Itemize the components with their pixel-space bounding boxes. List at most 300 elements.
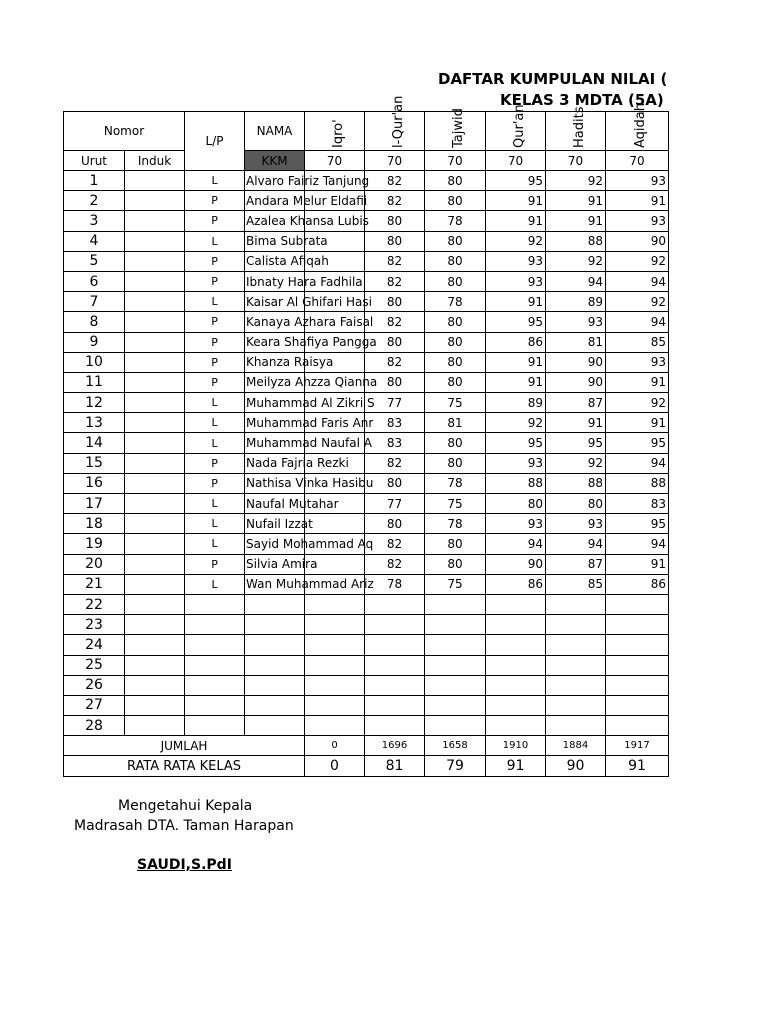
score-cell xyxy=(365,695,425,715)
score-cell: 94 xyxy=(606,271,669,291)
gender-cell: L xyxy=(185,534,245,554)
footer-line1: Mengetahui Kepala xyxy=(118,798,253,814)
gender-cell: P xyxy=(185,473,245,493)
score-cell xyxy=(425,635,486,655)
table-row xyxy=(64,292,669,312)
score-cell: 82 xyxy=(365,312,425,332)
jumlah-value: 1696 xyxy=(365,736,425,756)
score-cell: 80 xyxy=(425,453,486,473)
score-cell: 93 xyxy=(486,514,546,534)
row-number: 6 xyxy=(64,271,125,291)
table-row xyxy=(64,171,669,191)
gender-cell: P xyxy=(185,211,245,231)
row-number: 20 xyxy=(64,554,125,574)
score-cell: 91 xyxy=(546,191,606,211)
row-number: 15 xyxy=(64,453,125,473)
score-cell xyxy=(305,514,365,534)
score-cell: 77 xyxy=(365,393,425,413)
row-number: 26 xyxy=(64,675,125,695)
student-name xyxy=(245,716,305,736)
score-cell: 82 xyxy=(365,271,425,291)
induk-cell xyxy=(125,191,185,211)
score-cell: 92 xyxy=(606,393,669,413)
score-cell: 87 xyxy=(546,393,606,413)
row-number: 23 xyxy=(64,615,125,635)
induk-cell xyxy=(125,211,185,231)
score-cell: 91 xyxy=(486,211,546,231)
score-cell: 94 xyxy=(606,453,669,473)
score-cell: 81 xyxy=(546,332,606,352)
score-cell: 80 xyxy=(425,171,486,191)
score-cell: 80 xyxy=(365,332,425,352)
row-number: 9 xyxy=(64,332,125,352)
score-cell xyxy=(486,716,546,736)
table-row xyxy=(64,453,669,473)
score-cell: 83 xyxy=(365,433,425,453)
gender-cell: L xyxy=(185,514,245,534)
table-row xyxy=(64,332,669,352)
student-name: Sayid Mohammad Aq xyxy=(245,534,305,554)
score-cell xyxy=(486,594,546,614)
gender-cell: P xyxy=(185,372,245,392)
score-cell: 92 xyxy=(546,251,606,271)
score-cell xyxy=(546,635,606,655)
induk-cell xyxy=(125,554,185,574)
score-cell: 94 xyxy=(606,534,669,554)
header-lp: L/P xyxy=(185,112,245,171)
score-cell: 93 xyxy=(606,211,669,231)
row-number: 10 xyxy=(64,352,125,372)
footer-line2: Madrasah DTA. Taman Harapan xyxy=(74,818,294,834)
gender-cell xyxy=(185,695,245,715)
score-cell: 80 xyxy=(425,433,486,453)
gender-cell xyxy=(185,716,245,736)
induk-cell xyxy=(125,453,185,473)
row-number: 4 xyxy=(64,231,125,251)
score-cell: 93 xyxy=(546,312,606,332)
score-cell: 90 xyxy=(606,231,669,251)
row-number: 8 xyxy=(64,312,125,332)
induk-cell xyxy=(125,615,185,635)
score-cell: 80 xyxy=(425,191,486,211)
score-cell: 93 xyxy=(486,271,546,291)
induk-cell xyxy=(125,534,185,554)
score-cell: 80 xyxy=(365,514,425,534)
induk-cell xyxy=(125,231,185,251)
gender-cell: L xyxy=(185,393,245,413)
score-cell: 81 xyxy=(425,413,486,433)
score-cell xyxy=(606,594,669,614)
header-subject-hadits: Hadits xyxy=(546,112,606,151)
jumlah-value: 1910 xyxy=(486,736,546,756)
induk-cell xyxy=(125,594,185,614)
score-cell xyxy=(606,716,669,736)
score-cell xyxy=(425,716,486,736)
table-row xyxy=(64,494,669,514)
header-subject-quran: Qur'an xyxy=(486,112,546,151)
score-cell: 92 xyxy=(606,251,669,271)
score-cell: 86 xyxy=(486,574,546,594)
score-cell: 88 xyxy=(606,473,669,493)
gender-cell: L xyxy=(185,494,245,514)
score-cell xyxy=(425,615,486,635)
score-cell xyxy=(365,635,425,655)
induk-cell xyxy=(125,393,185,413)
gender-cell: L xyxy=(185,413,245,433)
student-name: Nathisa Vinka Hasibu xyxy=(245,473,305,493)
gender-cell xyxy=(185,675,245,695)
table-row xyxy=(64,635,669,655)
score-cell: 89 xyxy=(486,393,546,413)
score-cell: 91 xyxy=(546,211,606,231)
induk-cell xyxy=(125,675,185,695)
row-number: 22 xyxy=(64,594,125,614)
score-cell: 80 xyxy=(425,231,486,251)
score-cell: 82 xyxy=(365,352,425,372)
document-title: DAFTAR KUMPULAN NILAI ( xyxy=(438,70,668,88)
score-cell: 83 xyxy=(365,413,425,433)
signature-name: SAUDI,S.PdI xyxy=(137,857,232,873)
score-cell: 80 xyxy=(365,231,425,251)
score-cell: 91 xyxy=(486,352,546,372)
header-subject-tajwid: Tajwid xyxy=(425,112,486,151)
induk-cell xyxy=(125,514,185,534)
score-cell xyxy=(486,615,546,635)
table-row xyxy=(64,695,669,715)
score-cell: 92 xyxy=(486,231,546,251)
jumlah-label: JUMLAH xyxy=(64,736,305,756)
table-row xyxy=(64,655,669,675)
rata-value: 79 xyxy=(425,756,486,776)
header-kkm: KKM xyxy=(245,151,305,171)
score-cell xyxy=(305,695,365,715)
score-cell: 93 xyxy=(486,453,546,473)
score-cell: 78 xyxy=(425,292,486,312)
student-name: Bima Subrata xyxy=(245,231,305,251)
score-cell xyxy=(486,635,546,655)
document-subtitle: KELAS 3 MDTA (5A) xyxy=(500,91,664,109)
kkm-value: 70 xyxy=(606,151,669,171)
rata-value: 81 xyxy=(365,756,425,776)
score-cell: 82 xyxy=(365,191,425,211)
score-cell xyxy=(305,635,365,655)
score-cell: 93 xyxy=(606,171,669,191)
gender-cell: L xyxy=(185,433,245,453)
score-cell: 90 xyxy=(546,372,606,392)
student-name: Wan Muhammad Ariz xyxy=(245,574,305,594)
kkm-value: 70 xyxy=(305,151,365,171)
table-row xyxy=(64,574,669,594)
score-cell: 95 xyxy=(606,514,669,534)
induk-cell xyxy=(125,473,185,493)
score-cell xyxy=(486,655,546,675)
induk-cell xyxy=(125,352,185,372)
table-row xyxy=(64,372,669,392)
kkm-value: 70 xyxy=(425,151,486,171)
score-cell: 91 xyxy=(486,292,546,312)
score-cell: 93 xyxy=(546,514,606,534)
row-number: 19 xyxy=(64,534,125,554)
table-row xyxy=(64,191,669,211)
row-number: 12 xyxy=(64,393,125,413)
score-cell: 75 xyxy=(425,574,486,594)
kkm-value: 70 xyxy=(365,151,425,171)
score-cell: 80 xyxy=(425,554,486,574)
score-cell: 95 xyxy=(606,433,669,453)
score-cell: 93 xyxy=(606,352,669,372)
score-cell xyxy=(546,716,606,736)
student-name: Keara Shafiya Pangga xyxy=(245,332,305,352)
score-cell xyxy=(546,675,606,695)
induk-cell xyxy=(125,251,185,271)
header-subject-iqro: Iqro' xyxy=(305,112,365,151)
score-cell: 85 xyxy=(546,574,606,594)
header-subject-aqidah: Aqidah xyxy=(606,112,669,151)
score-cell: 87 xyxy=(546,554,606,574)
student-name xyxy=(245,655,305,675)
score-cell: 93 xyxy=(486,251,546,271)
score-cell: 83 xyxy=(606,494,669,514)
gender-cell: P xyxy=(185,453,245,473)
score-cell xyxy=(305,675,365,695)
row-number: 16 xyxy=(64,473,125,493)
score-cell: 92 xyxy=(606,292,669,312)
row-number: 3 xyxy=(64,211,125,231)
score-cell: 78 xyxy=(425,514,486,534)
score-cell: 90 xyxy=(486,554,546,574)
gender-cell: P xyxy=(185,332,245,352)
jumlah-value: 0 xyxy=(305,736,365,756)
score-cell: 80 xyxy=(486,494,546,514)
student-name xyxy=(245,635,305,655)
score-cell: 82 xyxy=(365,453,425,473)
induk-cell xyxy=(125,635,185,655)
score-cell: 94 xyxy=(546,271,606,291)
score-cell: 80 xyxy=(365,292,425,312)
score-cell: 88 xyxy=(486,473,546,493)
score-cell xyxy=(546,655,606,675)
score-cell: 92 xyxy=(546,171,606,191)
score-cell: 91 xyxy=(606,372,669,392)
score-cell: 85 xyxy=(606,332,669,352)
score-cell xyxy=(365,615,425,635)
gender-cell: P xyxy=(185,191,245,211)
induk-cell xyxy=(125,171,185,191)
table-row xyxy=(64,473,669,493)
header-induk: Induk xyxy=(125,151,185,171)
score-cell xyxy=(365,716,425,736)
score-cell xyxy=(606,675,669,695)
table-row xyxy=(64,554,669,574)
jumlah-value: 1884 xyxy=(546,736,606,756)
kkm-value: 70 xyxy=(486,151,546,171)
table-row xyxy=(64,231,669,251)
table-row xyxy=(64,433,669,453)
table-row xyxy=(64,271,669,291)
score-cell: 91 xyxy=(606,413,669,433)
score-cell xyxy=(305,655,365,675)
gender-cell xyxy=(185,635,245,655)
score-cell: 80 xyxy=(546,494,606,514)
rata-value: 91 xyxy=(486,756,546,776)
header-urut: Urut xyxy=(64,151,125,171)
induk-cell xyxy=(125,312,185,332)
table-row xyxy=(64,534,669,554)
induk-cell xyxy=(125,292,185,312)
score-cell: 91 xyxy=(606,191,669,211)
student-name: Alvaro Fairiz Tanjung xyxy=(245,171,305,191)
table-row xyxy=(64,413,669,433)
score-cell xyxy=(365,675,425,695)
table-row xyxy=(64,594,669,614)
student-name: Khanza Raisya xyxy=(245,352,305,372)
table-row xyxy=(64,251,669,271)
student-name xyxy=(245,594,305,614)
row-number: 14 xyxy=(64,433,125,453)
score-cell: 78 xyxy=(365,574,425,594)
score-cell xyxy=(305,594,365,614)
score-cell xyxy=(606,615,669,635)
jumlah-value: 1658 xyxy=(425,736,486,756)
score-cell: 95 xyxy=(486,171,546,191)
induk-cell xyxy=(125,695,185,715)
gender-cell: P xyxy=(185,271,245,291)
gender-cell: P xyxy=(185,352,245,372)
score-cell: 94 xyxy=(546,534,606,554)
student-name xyxy=(245,695,305,715)
score-cell: 94 xyxy=(486,534,546,554)
induk-cell xyxy=(125,574,185,594)
student-name: Muhammad Faris Anr xyxy=(245,413,305,433)
induk-cell xyxy=(125,413,185,433)
gender-cell: P xyxy=(185,312,245,332)
score-cell xyxy=(546,594,606,614)
header-subject-alquran: l-Qur'an xyxy=(365,112,425,151)
row-number: 25 xyxy=(64,655,125,675)
score-cell: 78 xyxy=(425,473,486,493)
score-cell: 90 xyxy=(546,352,606,372)
table-row xyxy=(64,514,669,534)
row-number: 1 xyxy=(64,171,125,191)
score-cell xyxy=(365,594,425,614)
induk-cell xyxy=(125,332,185,352)
score-cell xyxy=(606,635,669,655)
score-cell: 82 xyxy=(365,171,425,191)
rata-value: 0 xyxy=(305,756,365,776)
score-cell: 91 xyxy=(486,372,546,392)
score-cell: 80 xyxy=(365,473,425,493)
score-cell: 77 xyxy=(365,494,425,514)
induk-cell xyxy=(125,271,185,291)
student-name: Muhammad Al Zikri S xyxy=(245,393,305,413)
student-name: Naufal Mutahar xyxy=(245,494,305,514)
score-cell xyxy=(425,695,486,715)
table-row xyxy=(64,716,669,736)
score-cell: 80 xyxy=(425,534,486,554)
student-name: Silvia Amira xyxy=(245,554,305,574)
student-name: Azalea Khansa Lubis xyxy=(245,211,305,231)
score-cell: 94 xyxy=(606,312,669,332)
row-number: 2 xyxy=(64,191,125,211)
rata-value: 91 xyxy=(606,756,669,776)
score-cell: 82 xyxy=(365,554,425,574)
student-name: Meilyza Ahzza Qianna xyxy=(245,372,305,392)
score-cell: 75 xyxy=(425,494,486,514)
table-row xyxy=(64,393,669,413)
table-row xyxy=(64,675,669,695)
rata-label: RATA RATA KELAS xyxy=(64,756,305,776)
student-name: Kanaya Azhara Faisal xyxy=(245,312,305,332)
score-cell xyxy=(305,716,365,736)
gender-cell: L xyxy=(185,231,245,251)
score-cell xyxy=(546,615,606,635)
row-number: 21 xyxy=(64,574,125,594)
student-name: Muhammad Naufal A xyxy=(245,433,305,453)
score-cell: 75 xyxy=(425,393,486,413)
gender-cell: L xyxy=(185,171,245,191)
score-cell xyxy=(425,594,486,614)
student-name: Ibnaty Hara Fadhila xyxy=(245,271,305,291)
student-name: Kaisar Al Ghifari Hasi xyxy=(245,292,305,312)
score-cell: 92 xyxy=(546,453,606,473)
jumlah-value: 1917 xyxy=(606,736,669,756)
score-cell: 95 xyxy=(486,433,546,453)
score-cell: 80 xyxy=(425,332,486,352)
row-number: 18 xyxy=(64,514,125,534)
score-cell xyxy=(425,655,486,675)
student-name: Nada Fajria Rezki xyxy=(245,453,305,473)
table-row xyxy=(64,211,669,231)
score-cell: 80 xyxy=(425,352,486,372)
score-cell: 95 xyxy=(486,312,546,332)
row-number: 28 xyxy=(64,716,125,736)
score-cell: 92 xyxy=(486,413,546,433)
gender-cell xyxy=(185,615,245,635)
score-cell xyxy=(425,675,486,695)
score-cell xyxy=(305,615,365,635)
score-cell: 91 xyxy=(546,413,606,433)
score-cell: 80 xyxy=(365,372,425,392)
row-number: 17 xyxy=(64,494,125,514)
row-number: 27 xyxy=(64,695,125,715)
score-cell xyxy=(606,655,669,675)
score-cell xyxy=(546,695,606,715)
table-row xyxy=(64,312,669,332)
induk-cell xyxy=(125,655,185,675)
induk-cell xyxy=(125,372,185,392)
score-cell: 80 xyxy=(425,372,486,392)
kkm-value: 70 xyxy=(546,151,606,171)
score-cell: 86 xyxy=(606,574,669,594)
student-name xyxy=(245,615,305,635)
table-row xyxy=(64,352,669,372)
score-cell: 80 xyxy=(425,251,486,271)
rata-value: 90 xyxy=(546,756,606,776)
score-cell: 82 xyxy=(365,251,425,271)
student-name xyxy=(245,675,305,695)
row-number: 5 xyxy=(64,251,125,271)
gender-cell xyxy=(185,655,245,675)
student-name: Nufail Izzat xyxy=(245,514,305,534)
score-cell: 80 xyxy=(425,271,486,291)
score-cell xyxy=(486,675,546,695)
gender-cell: P xyxy=(185,251,245,271)
score-cell: 88 xyxy=(546,231,606,251)
score-cell xyxy=(606,695,669,715)
score-cell: 86 xyxy=(486,332,546,352)
score-cell: 80 xyxy=(425,312,486,332)
score-cell xyxy=(486,695,546,715)
